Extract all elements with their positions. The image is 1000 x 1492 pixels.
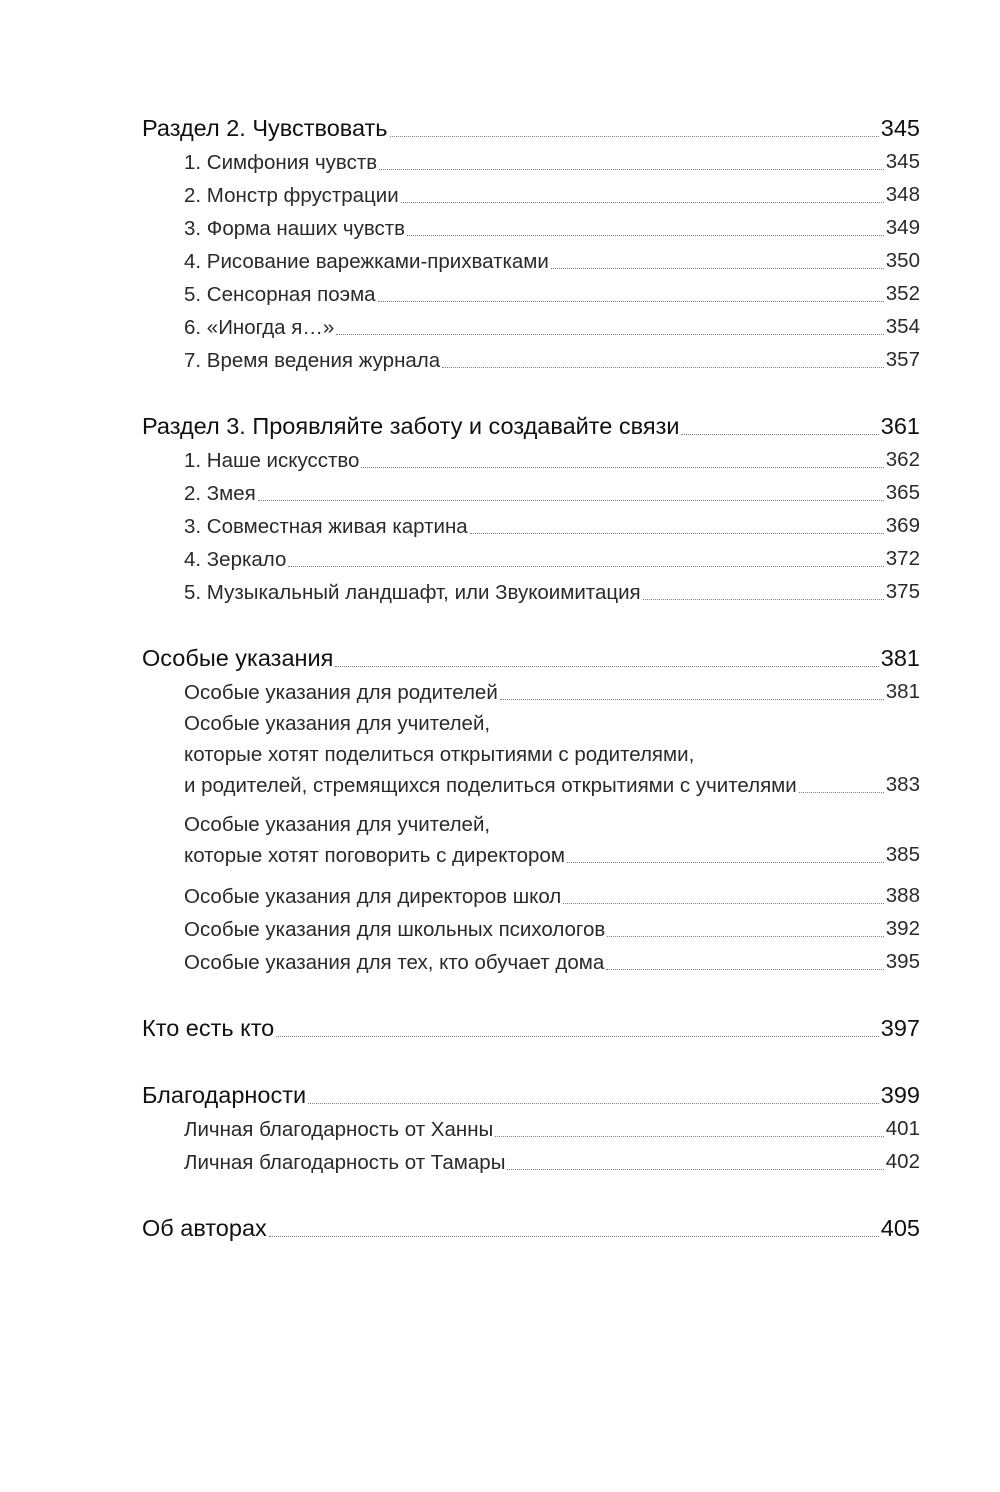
toc-item-title: 4. Рисование варежками-прихватками [184, 250, 549, 273]
toc-page-number: 405 [880, 1215, 920, 1241]
toc-section-2[interactable] [142, 112, 920, 145]
toc-item-title: Особые указания для учителей, которые хотят поговорить с директором [184, 813, 565, 867]
toc-page-number: 381 [880, 645, 920, 671]
dot-leader [379, 169, 884, 170]
toc-item[interactable] [142, 178, 920, 211]
toc-page-number: 372 [885, 547, 920, 570]
toc-page-number: 348 [885, 183, 920, 206]
toc-item[interactable] [142, 310, 920, 343]
toc-page-number: 399 [880, 1082, 920, 1108]
toc-item[interactable] [142, 509, 920, 542]
toc-section-title: Особые указания [142, 645, 334, 671]
toc-section-title: Благодарности [142, 1082, 307, 1108]
toc-item[interactable] [142, 476, 920, 509]
dot-leader [336, 334, 884, 335]
dot-leader [799, 792, 884, 793]
toc-page-number: 350 [885, 249, 920, 272]
toc-section-who-is-who[interactable] [142, 1012, 920, 1045]
toc-item-title: 7. Время ведения журнала [184, 349, 441, 372]
toc-page-number: 361 [880, 413, 920, 439]
dot-leader [378, 301, 884, 302]
toc-item[interactable] [142, 945, 920, 978]
table-of-contents [142, 112, 920, 1245]
toc-item-title: Особые указания для родителей [184, 681, 498, 704]
toc-section-title: Об авторах [142, 1215, 267, 1241]
dot-leader [269, 1236, 879, 1237]
dot-leader [407, 235, 884, 236]
toc-item-title: Личная благодарность от Ханны [184, 1118, 494, 1141]
toc-item[interactable] [142, 809, 920, 871]
toc-item[interactable] [142, 1112, 920, 1145]
toc-page-number: 395 [885, 950, 920, 973]
dot-leader [495, 1136, 884, 1137]
toc-item-title: Особые указания для школьных психологов [184, 918, 606, 941]
toc-page-number: 397 [880, 1015, 920, 1041]
dot-leader [258, 500, 884, 501]
toc-page-number: 349 [885, 216, 920, 239]
toc-section-authors[interactable] [142, 1212, 920, 1245]
toc-page-number: 401 [885, 1117, 920, 1140]
toc-item-title: Особые указания для директоров школ [184, 885, 562, 908]
toc-item-title: Особые указания для учителей, которые хотят поделиться открытиями с родителями, и родителей, стремящихся поделиться открытиями с учителями [184, 712, 797, 797]
toc-page-number: 362 [885, 448, 920, 471]
toc-section-3[interactable] [142, 410, 920, 443]
toc-item-title: 3. Совместная живая картина [184, 515, 468, 538]
toc-item[interactable] [142, 145, 920, 178]
toc-item-title: 2. Змея [184, 482, 256, 505]
toc-item-title: 6. «Иногда я…» [184, 316, 335, 339]
toc-page-number: 375 [885, 580, 920, 603]
toc-page-number: 369 [885, 514, 920, 537]
toc-item[interactable] [142, 1145, 920, 1178]
toc-page-number: 352 [885, 282, 920, 305]
toc-page-number: 357 [885, 348, 920, 371]
toc-item[interactable] [142, 244, 920, 277]
toc-section-title: Кто есть кто [142, 1015, 275, 1041]
toc-page-number: 365 [885, 481, 920, 504]
toc-page-number: 383 [885, 773, 920, 796]
toc-item[interactable] [142, 277, 920, 310]
toc-item[interactable] [142, 343, 920, 376]
toc-item[interactable] [142, 443, 920, 476]
toc-page-number: 354 [885, 315, 920, 338]
dot-leader [470, 533, 884, 534]
dot-leader [606, 969, 884, 970]
dot-leader [563, 903, 884, 904]
toc-item-title: 2. Монстр фрустрации [184, 184, 399, 207]
toc-item[interactable] [142, 575, 920, 608]
toc-item-title: Личная благодарность от Тамары [184, 1151, 506, 1174]
toc-page-number: 385 [885, 843, 920, 866]
dot-leader [401, 202, 884, 203]
toc-page-number: 345 [880, 115, 920, 141]
toc-item-title: Особые указания для тех, кто обучает дома [184, 951, 605, 974]
toc-item-title: 4. Зеркало [184, 548, 287, 571]
toc-page-number: 402 [885, 1150, 920, 1173]
toc-item-title: 5. Музыкальный ландшафт, или Звукоимитация [184, 581, 641, 604]
dot-leader [551, 268, 884, 269]
toc-item-title: 3. Форма наших чувств [184, 217, 406, 240]
dot-leader [607, 936, 884, 937]
toc-page-number: 345 [885, 150, 920, 173]
toc-item[interactable] [142, 879, 920, 912]
toc-item-title: 1. Симфония чувств [184, 151, 378, 174]
toc-item-title: 5. Сенсорная поэма [184, 283, 376, 306]
dot-leader [567, 862, 884, 863]
dot-leader [308, 1103, 879, 1104]
toc-section-title: Раздел 2. Чувствовать [142, 115, 388, 141]
toc-section-special[interactable] [142, 642, 920, 675]
dot-leader [390, 136, 879, 137]
dot-leader [288, 566, 883, 567]
dot-leader [643, 599, 884, 600]
toc-section-title: Раздел 3. Проявляйте заботу и создавайте связи [142, 413, 680, 439]
toc-item[interactable] [142, 211, 920, 244]
dot-leader [442, 367, 884, 368]
toc-page-number: 388 [885, 884, 920, 907]
dot-leader [507, 1169, 883, 1170]
dot-leader [681, 434, 878, 435]
toc-section-thanks[interactable] [142, 1079, 920, 1112]
toc-item[interactable] [142, 542, 920, 575]
dot-leader [500, 699, 884, 700]
toc-item[interactable] [142, 912, 920, 945]
toc-item-title: 1. Наше искусство [184, 449, 360, 472]
toc-page-number: 392 [885, 917, 920, 940]
dot-leader [276, 1036, 879, 1037]
toc-item[interactable] [142, 708, 920, 801]
dot-leader [335, 666, 878, 667]
toc-item[interactable] [142, 675, 920, 708]
dot-leader [361, 467, 883, 468]
toc-page-number: 381 [885, 680, 920, 703]
